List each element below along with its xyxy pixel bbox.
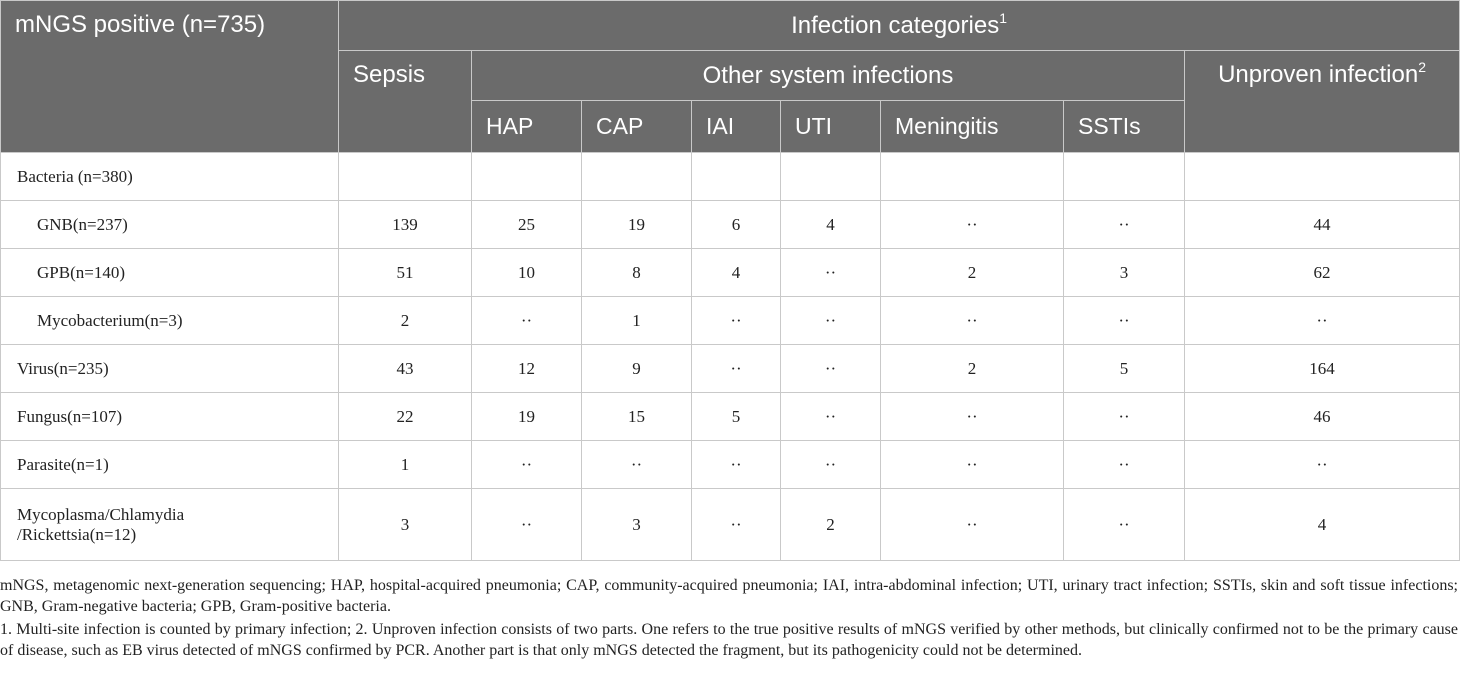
sepsis-header: Sepsis bbox=[339, 51, 472, 153]
col-cap: CAP bbox=[582, 101, 692, 153]
table-cell: ·· bbox=[1064, 489, 1185, 561]
table-cell: 12 bbox=[472, 345, 582, 393]
table-cell: 5 bbox=[692, 393, 781, 441]
table-cell: 139 bbox=[339, 201, 472, 249]
col-meningitis: Meningitis bbox=[881, 101, 1064, 153]
table-cell: 6 bbox=[692, 201, 781, 249]
table-cell: 46 bbox=[1185, 393, 1460, 441]
table-cell: 164 bbox=[1185, 345, 1460, 393]
table-cell: 1 bbox=[339, 441, 472, 489]
table-cell: ·· bbox=[472, 489, 582, 561]
col-iai: IAI bbox=[692, 101, 781, 153]
table-cell: 43 bbox=[339, 345, 472, 393]
table-cell bbox=[692, 153, 781, 201]
table-cell: 51 bbox=[339, 249, 472, 297]
table-cell bbox=[1185, 153, 1460, 201]
table-cell: 4 bbox=[1185, 489, 1460, 561]
other-infections-header: Other system infections bbox=[472, 51, 1185, 101]
row-label: GNB(n=237) bbox=[1, 201, 339, 249]
table-cell: 19 bbox=[472, 393, 582, 441]
table-cell: 22 bbox=[339, 393, 472, 441]
table-header bbox=[1, 1, 1460, 153]
table-cell: 15 bbox=[582, 393, 692, 441]
col-uti: UTI bbox=[781, 101, 881, 153]
abbreviations-note: mNGS, metagenomic next-generation sequencing; HAP, hospital-acquired pneumonia; CAP, community-acquired pneumonia; IAI, intra-abdominal infection; UTI, urinary tract infection; SSTIs, skin and soft tissue infections; GNB, Gram-negative bacteria; GPB, Gram-positive bacteria. bbox=[0, 577, 1458, 615]
table-cell: 3 bbox=[582, 489, 692, 561]
table-cell bbox=[781, 153, 881, 201]
row-label: Parasite(n=1) bbox=[1, 441, 339, 489]
table-cell: 3 bbox=[1064, 249, 1185, 297]
table-row bbox=[1, 393, 1460, 441]
table-cell: 5 bbox=[1064, 345, 1185, 393]
table-cell: ·· bbox=[881, 393, 1064, 441]
table-row bbox=[1, 297, 1460, 345]
table-cell: ·· bbox=[1064, 393, 1185, 441]
table-cell: ·· bbox=[781, 441, 881, 489]
table-cell: ·· bbox=[692, 297, 781, 345]
table-cell: ·· bbox=[472, 441, 582, 489]
table-cell: 62 bbox=[1185, 249, 1460, 297]
table-cell: 4 bbox=[692, 249, 781, 297]
table-cell: 19 bbox=[582, 201, 692, 249]
row-label: Virus(n=235) bbox=[1, 345, 339, 393]
table-cell: 2 bbox=[881, 249, 1064, 297]
table-cell: ·· bbox=[692, 489, 781, 561]
row-label: GPB(n=140) bbox=[1, 249, 339, 297]
table-cell: 2 bbox=[781, 489, 881, 561]
table-cell bbox=[472, 153, 582, 201]
table-cell: 4 bbox=[781, 201, 881, 249]
table-cell: ·· bbox=[472, 297, 582, 345]
table-cell: ·· bbox=[1064, 297, 1185, 345]
table-cell: ·· bbox=[781, 297, 881, 345]
table-cell: ·· bbox=[1064, 441, 1185, 489]
table-cell: 25 bbox=[472, 201, 582, 249]
row-label-line: /Rickettsia(n=12) bbox=[17, 524, 137, 544]
table-cell: ·· bbox=[1185, 441, 1460, 489]
table-row bbox=[1, 345, 1460, 393]
col-hap: HAP bbox=[472, 101, 582, 153]
table-cell bbox=[582, 153, 692, 201]
row-label: Fungus(n=107) bbox=[1, 393, 339, 441]
row-label: Bacteria (n=380) bbox=[1, 153, 339, 201]
table-cell: ·· bbox=[1064, 201, 1185, 249]
table-cell: ·· bbox=[1185, 297, 1460, 345]
table-cell: 10 bbox=[472, 249, 582, 297]
table-cell: ·· bbox=[881, 297, 1064, 345]
table-row bbox=[1, 489, 1460, 561]
table-cell: ·· bbox=[781, 393, 881, 441]
row-label bbox=[1, 489, 339, 561]
table-cell: 44 bbox=[1185, 201, 1460, 249]
table-cell: ·· bbox=[881, 201, 1064, 249]
row-label: Mycobacterium(n=3) bbox=[1, 297, 339, 345]
table-cell: ·· bbox=[692, 441, 781, 489]
table-cell bbox=[339, 153, 472, 201]
table-row bbox=[1, 153, 1460, 201]
table-cell: ·· bbox=[881, 441, 1064, 489]
table-cell: 3 bbox=[339, 489, 472, 561]
footnotes: 1. Multi-site infection is counted by primary infection; 2. Unproven infection consists of two parts. One refers to the true positive results of mNGS verified by other methods, but clinically confirmed not to be the primary cause of disease, such as EB virus detected of mNGS confirmed by PCR. Another part is that only mNGS detected the fragment, but its pathogenicity could not be determined. bbox=[0, 621, 1458, 659]
table-row bbox=[1, 441, 1460, 489]
group-header: Infection categories$^1$ bbox=[339, 1, 1460, 51]
table-cell: 8 bbox=[582, 249, 692, 297]
table-cell bbox=[881, 153, 1064, 201]
unproven-header: Unproven infection$^2$ bbox=[1185, 51, 1460, 153]
table-body bbox=[1, 153, 1460, 561]
table-cell: ·· bbox=[582, 441, 692, 489]
table-cell: ·· bbox=[781, 345, 881, 393]
corner-header: mNGS positive (n=735) bbox=[1, 1, 339, 153]
table-cell: ·· bbox=[881, 489, 1064, 561]
col-sstis: SSTIs bbox=[1064, 101, 1185, 153]
table-cell: ·· bbox=[692, 345, 781, 393]
table-cell: 2 bbox=[881, 345, 1064, 393]
table-cell: 9 bbox=[582, 345, 692, 393]
row-label-line: Mycoplasma/Chlamydia bbox=[17, 504, 185, 524]
table-cell: 2 bbox=[339, 297, 472, 345]
table-cell: ·· bbox=[781, 249, 881, 297]
table-notes bbox=[0, 575, 1458, 661]
table-cell: 1 bbox=[582, 297, 692, 345]
table-row bbox=[1, 249, 1460, 297]
table-row bbox=[1, 201, 1460, 249]
table-cell bbox=[1064, 153, 1185, 201]
